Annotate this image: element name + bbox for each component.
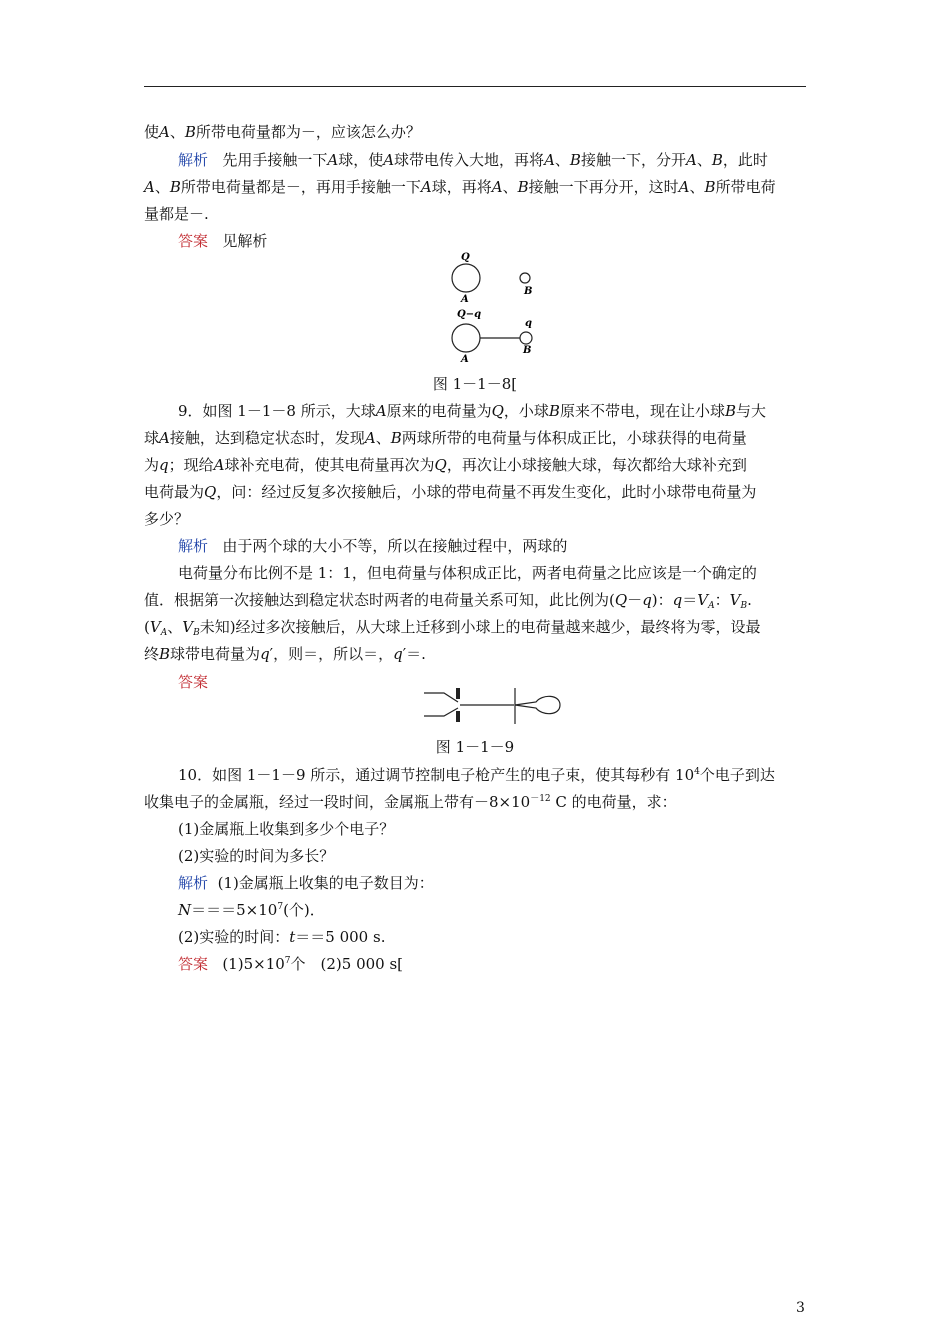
electron-gun-upper-plate (424, 693, 458, 702)
page-number: 3 (796, 1300, 805, 1316)
text: 终 (144, 645, 160, 663)
q9-analysis-line-4 (144, 617, 808, 637)
symbol: Q (204, 483, 217, 501)
symbol: A (685, 151, 697, 169)
symbol: B (184, 123, 196, 141)
symbol: B (390, 429, 402, 447)
q10-analysis-line-2 (178, 900, 808, 920)
q10-subquestion-1 (178, 819, 808, 839)
text: 、 (154, 178, 170, 196)
text: 收集电子的金属瓶，经过一段时间，金属瓶上带有－8×10 (144, 793, 531, 811)
superscript: 7 (284, 956, 291, 966)
symbol: V (149, 618, 161, 636)
text: 与大 (735, 402, 766, 420)
symbol: A (491, 178, 503, 196)
text: (个)． (283, 901, 325, 919)
small-ball-b-contact (520, 332, 532, 344)
text: 电荷最为 (144, 483, 205, 501)
text: 球带电传入大地，再将 (394, 151, 545, 169)
text: 9．如图 1－1－8 所示，大球 (178, 402, 376, 420)
text: 、 (502, 178, 518, 196)
q10-line-1 (178, 765, 808, 785)
text: ＝ (682, 591, 698, 609)
text: 原来不带电，现在让小球 (559, 402, 725, 420)
text: 值．根据第一次接触达到稳定状态时两者的电荷量关系可知，此比例为( (144, 591, 615, 609)
text: 球，再将 (431, 178, 492, 196)
symbol: A (364, 429, 376, 447)
text: 所带电荷 (715, 178, 776, 196)
text: 、 (554, 151, 570, 169)
header-rule (144, 86, 806, 87)
analysis-label: 解析 (178, 874, 209, 892)
aperture-lower (456, 711, 460, 722)
figure-1-1-8 (440, 250, 550, 370)
symbol: B (548, 402, 560, 420)
text: ： (714, 591, 730, 609)
text: 未知)经过多次接触后，从大球上迁移到小球上的电荷量越来越少，最终将为零，设最 (199, 618, 761, 636)
symbol: V (182, 618, 194, 636)
q9-analysis-line-1 (178, 536, 808, 556)
symbol: A (213, 456, 225, 474)
text: 量都是－. (144, 205, 209, 223)
analysis-label: 解析 (178, 537, 209, 555)
text: 所带电荷量都为－，应该怎么办？ (195, 123, 421, 141)
text: (1)金属瓶上收集到多少个电子？ (178, 820, 395, 838)
q9-line-3 (144, 455, 808, 475)
small-ball-b-initial (520, 273, 530, 283)
text: 两球所带的电荷量与体积成正比，小球获得的电荷量 (401, 429, 747, 447)
symbol: A (383, 151, 395, 169)
label-Q-minus-q: Q−q (457, 309, 482, 320)
text: (2)实验的时间为多长？ (178, 847, 335, 865)
q9-analysis-line-5 (144, 644, 808, 664)
symbol: B (517, 178, 529, 196)
symbol: t (289, 928, 296, 946)
metal-bottle (515, 696, 560, 713)
text: 原来的电荷量为 (386, 402, 492, 420)
text: 所带电荷量都是－，再用手接触一下 (180, 178, 421, 196)
q8-answer (178, 231, 808, 251)
symbol: B (569, 151, 581, 169)
symbol: B (711, 151, 723, 169)
symbol: A (159, 123, 170, 141)
text: 、 (167, 618, 183, 636)
text: 先用手接触一下 (222, 151, 328, 169)
large-ball-a-contact (452, 324, 480, 352)
symbol: q (672, 591, 683, 609)
q9-line-5 (144, 509, 808, 529)
subscript: A (708, 601, 715, 611)
q9-analysis-line-3 (144, 590, 808, 610)
large-ball-a-initial (452, 264, 480, 292)
q10-answer (178, 954, 808, 974)
superscript: －12 (530, 794, 551, 804)
text: (1)金属瓶上收集的电子数目为： (217, 874, 434, 892)
q9-line-4 (144, 482, 808, 502)
text: 接触一下再分开，这时 (528, 178, 679, 196)
text: ；现给 (168, 456, 214, 474)
text: ′，则＝，所以＝， (269, 645, 394, 663)
text: 、 (375, 429, 391, 447)
text: 、 (689, 178, 705, 196)
q9-analysis-line-2 (178, 563, 808, 583)
text: ，再次让小球接触大球，每次都给大球补充到 (446, 456, 747, 474)
label-q: q (525, 318, 532, 329)
symbol: A (544, 151, 555, 169)
text: ＝＝＝5×10 (191, 901, 278, 919)
figure-caption-1-1-8: 图 1－1－8[ (432, 375, 518, 393)
subscript: B (740, 601, 748, 611)
text: 球补充电荷，使其电荷量再次为 (224, 456, 435, 474)
subscript: A (160, 628, 168, 638)
symbol: V (729, 591, 741, 609)
text: 接触，达到稳定状态时，发现 (169, 429, 365, 447)
text: 球带电荷量为 (170, 645, 261, 663)
symbol: B (704, 178, 716, 196)
symbol: q (393, 645, 403, 663)
answer-label: 答案 (178, 232, 209, 250)
symbol: Q (491, 402, 504, 420)
text: ，此时 (722, 151, 768, 169)
text: ，问：经过反复多次接触后，小球的带电荷量不再发生变化，此时小球带电荷量为 (216, 483, 757, 501)
text: 个 (2)5 000 s[ (290, 955, 404, 973)
symbol: q (159, 456, 169, 474)
text: . (747, 591, 752, 609)
symbol: A (144, 178, 155, 196)
text: ( (144, 618, 150, 636)
label-A-bottom: A (461, 354, 469, 365)
label-B-top: B (524, 286, 533, 297)
text: )： (651, 591, 673, 609)
q8-analysis-line-2 (144, 177, 808, 197)
text: 10．如图 1－1－9 所示，通过调节控制电子枪产生的电子束，使其每秒有 10 (178, 766, 695, 784)
q10-subquestion-2 (178, 846, 808, 866)
answer-text: 见解析 (222, 232, 268, 250)
superscript: 4 (694, 767, 700, 777)
text: ＝＝5 000 s. (295, 928, 386, 946)
q10-analysis-line-3 (178, 927, 808, 947)
text: (2)实验的时间： (178, 928, 290, 946)
symbol: A (159, 429, 170, 447)
q9-line-2 (144, 428, 808, 448)
symbol: Q (614, 591, 628, 609)
text: － (627, 591, 643, 609)
symbol: A (420, 178, 432, 196)
text: 为 (144, 456, 160, 474)
text: (1)5×10 (222, 955, 285, 973)
symbol: A (375, 402, 387, 420)
text: 使 (144, 123, 160, 141)
label-B-bottom: B (523, 345, 532, 356)
text: 球，使 (338, 151, 384, 169)
figure-1-1-9 (418, 684, 568, 728)
aperture-upper (456, 688, 460, 699)
symbol: B (169, 178, 181, 196)
symbol: V (697, 591, 709, 609)
text: ，小球 (503, 402, 549, 420)
q10-line-2 (144, 792, 808, 812)
label-Q: Q (461, 252, 470, 263)
symbol: B (159, 645, 171, 663)
q8-analysis-line-3 (144, 204, 808, 224)
text: 多少？ (144, 510, 190, 528)
symbol: q (260, 645, 270, 663)
text: 、 (696, 151, 712, 169)
text: 由于两个球的大小不等，所以在接触过程中，两球的 (222, 537, 568, 555)
q9-line-1 (178, 401, 808, 421)
q8-analysis-line-1 (178, 150, 808, 170)
answer-label: 答案 (178, 955, 209, 973)
symbol: N (178, 901, 192, 919)
analysis-label: 解析 (178, 151, 209, 169)
text: C 的电荷量，求： (550, 793, 677, 811)
label-A-top: A (461, 294, 469, 305)
symbol: q (642, 591, 652, 609)
subscript: B (193, 628, 200, 638)
question-continuation (144, 122, 808, 142)
text: 球 (144, 429, 160, 447)
symbol: Q (434, 456, 447, 474)
symbol: B (724, 402, 736, 420)
q10-analysis-line-1 (178, 873, 808, 893)
superscript: 7 (277, 902, 284, 912)
text: 电荷量分布比例不是 1：1，但电荷量与体积成正比，两者电荷量之比应该是一个确定的 (178, 564, 757, 582)
answer-label: 答案 (178, 673, 209, 691)
symbol: A (327, 151, 339, 169)
electron-gun-lower-plate (424, 708, 458, 716)
text: ′＝. (402, 645, 426, 663)
symbol: A (678, 178, 690, 196)
text: 个电子到达 (699, 766, 775, 784)
text: 、 (169, 123, 185, 141)
figure-caption-1-1-9: 图 1－1－9 (435, 738, 515, 756)
text: 接触一下，分开 (580, 151, 686, 169)
